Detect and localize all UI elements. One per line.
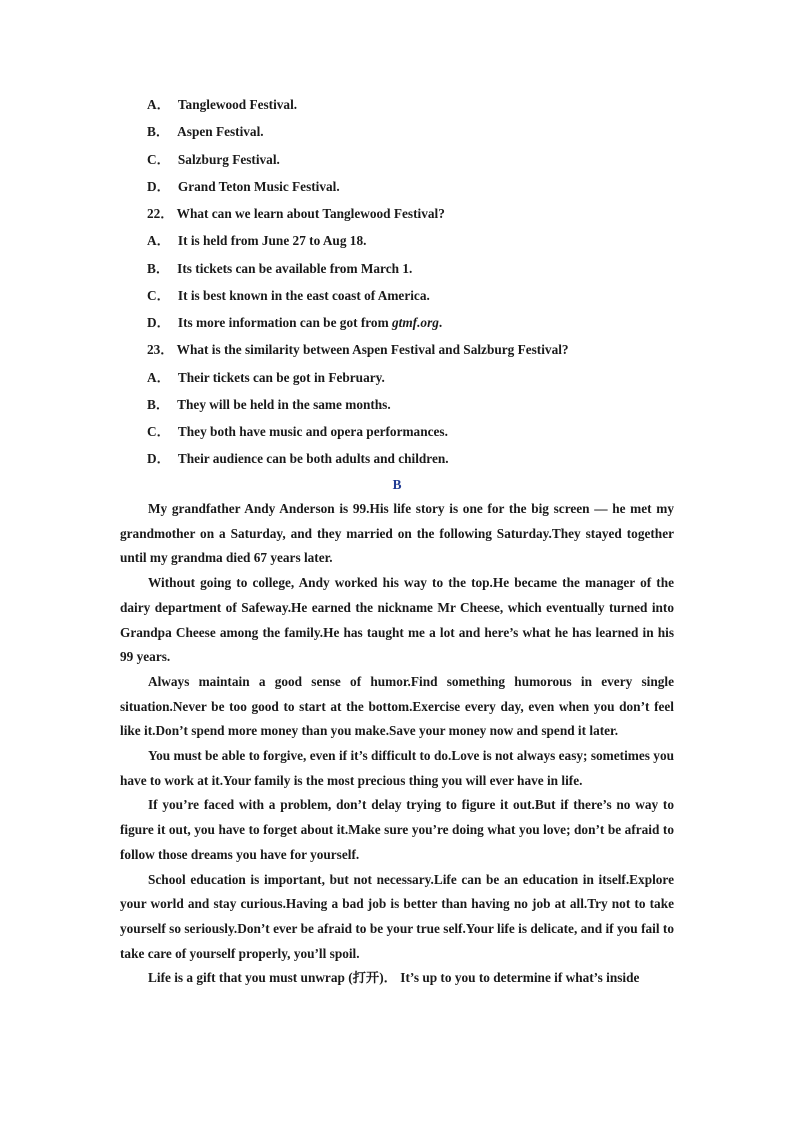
q23-stem: 23． What is the similarity between Aspen Festival and Salzburg Festival? xyxy=(147,342,569,357)
paragraph: Without going to college, Andy worked his way to the top.He became the manager of the dairy department of Safeway.He earned the nickname Mr Cheese, which eventually turned into Grandpa Cheese among the family.He has taught me a lot and here’s what he has learned in his 99 years. xyxy=(120,575,674,665)
option-text: Salzburg Festival. xyxy=(177,152,280,167)
reading-passage xyxy=(120,497,674,991)
option-text: Its tickets can be available from March 1. xyxy=(177,261,413,276)
paragraph: School education is important, but not necessary.Life can be an education in itself.Explore your world and stay curious.Having a bad job is better than having no job at all.Try not to take yourself so seriously.Don’t ever be afraid to be your true self.Your life is delicate, and if you fail to take care of yourself properly, you’ll spoil. xyxy=(120,871,674,961)
q23-option-c xyxy=(147,424,448,440)
website-text: gtmf.org xyxy=(391,315,439,330)
option-letter: C． xyxy=(147,288,170,303)
option-text: They will be held in the same months. xyxy=(177,397,391,412)
q22-option-b xyxy=(147,261,412,277)
paragraph: If you’re faced with a problem, don’t delay trying to figure it out.But if there’s no way to figure it out, you have to forget about it.Make sure you’re doing what you love; don’t be afraid to follow those dreams you have for yourself. xyxy=(120,797,674,862)
q23-option-b xyxy=(147,397,391,413)
option-letter: C． xyxy=(147,424,170,439)
option-letter: D． xyxy=(147,315,170,330)
option-letter: B． xyxy=(147,261,170,276)
q21-option-d xyxy=(147,179,340,195)
option-letter: B． xyxy=(147,397,170,412)
option-letter: A． xyxy=(147,233,170,248)
option-text: Grand Teton Music Festival. xyxy=(177,179,340,194)
option-letter: A． xyxy=(147,97,170,112)
paragraph: You must be able to forgive, even if it’s difficult to do.Love is not always easy; sometimes you have to work at it.Your family is the most precious thing you will ever have in life. xyxy=(120,748,674,788)
option-text: It is held from June 27 to Aug 18. xyxy=(177,233,367,248)
paragraph: Always maintain a good sense of humor.Find something humorous in every single situation.Never be too good to start at the bottom.Exercise every day, even when you don’t feel like it.Don’t spend more money than you make.Save your money now and spend it later. xyxy=(120,673,674,739)
option-letter: B． xyxy=(147,124,170,139)
option-text: Their tickets can be got in February. xyxy=(177,370,385,385)
q22-option-c xyxy=(147,288,430,304)
q23-option-a xyxy=(147,370,385,386)
q21-option-a xyxy=(147,97,297,113)
option-text: Their audience can be both adults and children. xyxy=(177,451,449,466)
option-text: It is best known in the east coast of America. xyxy=(177,288,430,303)
q21-option-b xyxy=(147,124,264,140)
option-text: They both have music and opera performances. xyxy=(177,424,448,439)
q23-option-d xyxy=(147,451,449,467)
q22-option-d xyxy=(147,315,442,331)
option-text: Its more information can be got from xyxy=(177,315,392,330)
option-letter: D． xyxy=(147,179,170,194)
q21-option-c xyxy=(147,152,280,168)
option-letter: C． xyxy=(147,152,170,167)
option-text: Aspen Festival. xyxy=(177,124,264,139)
option-letter: D． xyxy=(147,451,170,466)
option-text-tail: . xyxy=(438,315,443,330)
paragraph: My grandfather Andy Anderson is 99.His life story is one for the big screen — he met my grandmother on a Saturday, and they married on the following Saturday.They stayed together until my grandma died 67 years later. xyxy=(120,501,674,566)
q22-option-a xyxy=(147,233,366,249)
section-heading: B xyxy=(392,477,402,492)
q22-stem: 22． What can we learn about Tanglewood Festival? xyxy=(147,206,445,221)
option-letter: A． xyxy=(147,370,170,385)
paragraph: Life is a gift that you must unwrap (打开)． It’s up to you to determine if what’s inside xyxy=(148,970,640,986)
option-text: Tanglewood Festival. xyxy=(177,97,298,112)
